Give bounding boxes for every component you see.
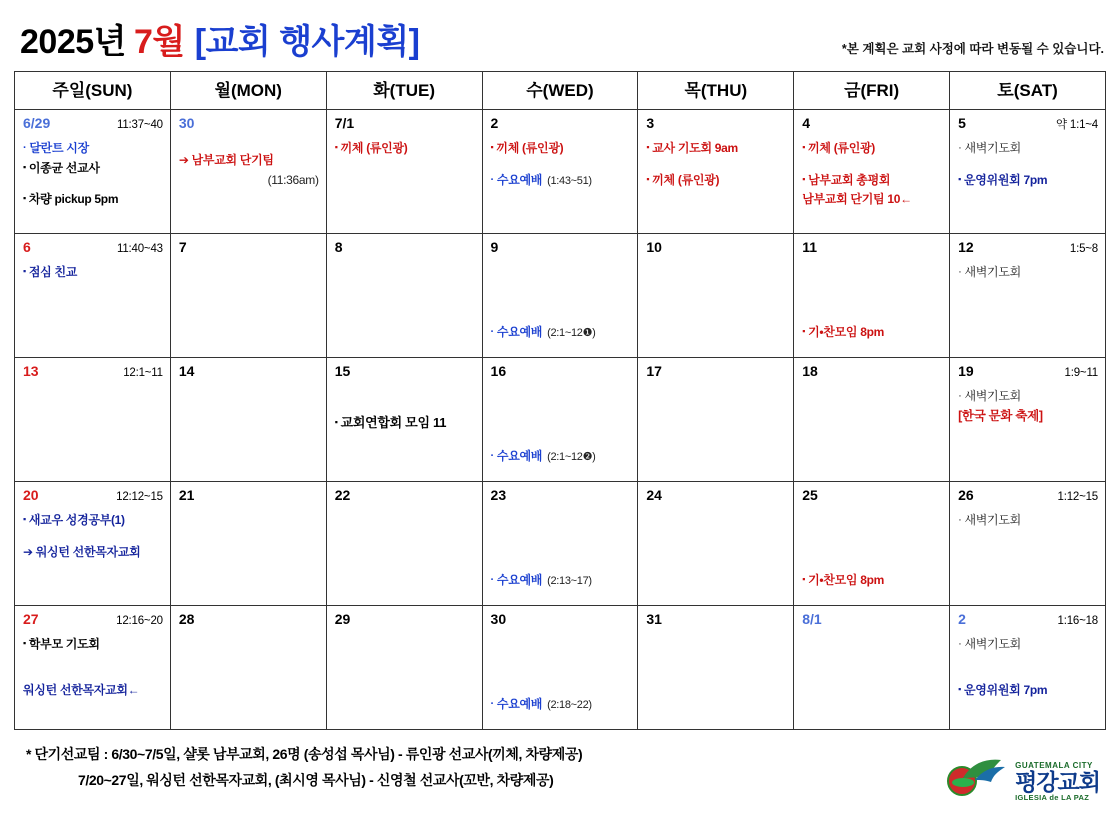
logo-main-text: 평강교회 bbox=[1015, 768, 1100, 795]
event-spacer bbox=[23, 178, 163, 190]
day-events bbox=[491, 387, 631, 466]
square-bullet-icon: ▪ bbox=[23, 266, 26, 276]
event-item[interactable] bbox=[958, 171, 1098, 190]
event-item[interactable] bbox=[23, 543, 163, 562]
event-spacer bbox=[958, 159, 1098, 171]
day-scripture: 11:37~40 bbox=[117, 119, 163, 131]
event-spacer bbox=[491, 159, 631, 171]
day-events bbox=[958, 387, 1098, 426]
calendar-day-cell[interactable] bbox=[170, 110, 326, 234]
event-item[interactable] bbox=[491, 695, 631, 714]
event-spacer bbox=[491, 511, 631, 571]
weekday-header-fri: 금(FRI) bbox=[794, 72, 950, 110]
day-number: 19 bbox=[958, 363, 974, 379]
day-header bbox=[335, 116, 475, 133]
footer-line-1: * 단기선교팀 : 6/30~7/5일, 샬롯 남부교회, 26명 (송성섭 목사님) - 류인광 선교사(끼체, 차량제공) bbox=[26, 746, 583, 762]
calendar-day-cell[interactable] bbox=[482, 110, 638, 234]
day-number: 30 bbox=[178, 115, 195, 131]
calendar-day-cell[interactable] bbox=[794, 482, 950, 606]
event-item[interactable] bbox=[958, 139, 1098, 158]
day-header bbox=[335, 612, 475, 629]
dot-bullet-icon: · bbox=[958, 514, 962, 526]
calendar-week-row bbox=[15, 358, 1106, 482]
event-label: 새벽기도회 bbox=[964, 265, 1021, 279]
calendar-body bbox=[15, 110, 1106, 730]
event-spacer bbox=[958, 655, 1098, 681]
event-label: 새벽기도회 bbox=[964, 513, 1021, 527]
day-scripture: 11:40~43 bbox=[117, 243, 163, 255]
calendar-day-cell[interactable] bbox=[170, 482, 326, 606]
calendar-day-cell[interactable] bbox=[326, 234, 482, 358]
event-item[interactable] bbox=[958, 681, 1098, 700]
day-header bbox=[958, 364, 1098, 381]
day-number: 8/1 bbox=[802, 611, 822, 627]
calendar-day-cell[interactable] bbox=[638, 110, 794, 234]
page-header bbox=[14, 10, 1106, 71]
event-label: 새벽기도회 bbox=[964, 389, 1021, 403]
day-number: 13 bbox=[23, 363, 39, 379]
event-label: 기•찬모임 8pm bbox=[808, 573, 884, 587]
day-events bbox=[802, 263, 942, 342]
arrow-icon: ➔ bbox=[178, 153, 189, 167]
calendar-day-cell[interactable] bbox=[326, 606, 482, 730]
event-label: 끼체 (류인광) bbox=[808, 141, 875, 155]
day-number: 28 bbox=[178, 611, 195, 627]
dot-bullet-icon: · bbox=[490, 698, 494, 710]
event-label: 남부교회 단기팀 bbox=[191, 153, 274, 167]
event-spacer bbox=[335, 387, 475, 413]
day-number: 18 bbox=[802, 363, 818, 379]
calendar-day-cell[interactable] bbox=[482, 482, 638, 606]
day-events bbox=[958, 635, 1098, 699]
event-item[interactable] bbox=[335, 413, 475, 433]
calendar-day-cell[interactable] bbox=[482, 606, 638, 730]
event-item[interactable] bbox=[646, 171, 786, 190]
day-scripture: 12:16~20 bbox=[116, 615, 163, 627]
event-label: 수요예배 bbox=[496, 697, 543, 711]
square-bullet-icon: ▪ bbox=[958, 173, 961, 184]
event-label: [한국 문화 축제] bbox=[958, 408, 1043, 423]
event-spacer bbox=[491, 387, 631, 447]
day-number: 8 bbox=[334, 239, 343, 255]
day-header bbox=[23, 364, 163, 381]
calendar-day-cell[interactable] bbox=[794, 234, 950, 358]
dot-bullet-icon: · bbox=[958, 142, 962, 154]
calendar-day-cell[interactable] bbox=[482, 358, 638, 482]
event-item[interactable] bbox=[958, 407, 1098, 426]
dot-bullet-icon: · bbox=[490, 173, 494, 186]
day-events bbox=[335, 139, 475, 158]
calendar-day-cell[interactable] bbox=[326, 110, 482, 234]
day-header bbox=[491, 612, 631, 629]
event-label: 수요예배 bbox=[496, 172, 543, 187]
dot-bullet-icon: · bbox=[958, 638, 962, 650]
day-events bbox=[802, 511, 942, 590]
event-item[interactable] bbox=[802, 571, 942, 590]
day-number: 21 bbox=[178, 487, 195, 503]
square-bullet-icon: ▪ bbox=[334, 417, 338, 427]
square-bullet-icon: ▪ bbox=[23, 638, 26, 648]
day-number: 7/1 bbox=[334, 115, 355, 131]
day-number: 24 bbox=[646, 487, 662, 503]
calendar-week-row bbox=[15, 234, 1106, 358]
event-label: 운영위원회 7pm bbox=[963, 682, 1048, 697]
title-year: 2025년 bbox=[20, 23, 126, 61]
event-suffix: (2:13~17) bbox=[547, 575, 592, 587]
footer-line-2: 7/20~27일, 워싱턴 선한목자교회, (최시영 목사님) - 신영철 선교사(꼬반, 차량제공) bbox=[78, 771, 554, 788]
event-item[interactable] bbox=[23, 190, 163, 209]
event-spacer bbox=[179, 139, 319, 151]
event-item[interactable] bbox=[335, 139, 475, 158]
event-label: 끼체 (류인광) bbox=[340, 141, 408, 155]
calendar-day-cell[interactable] bbox=[170, 606, 326, 730]
day-events bbox=[491, 635, 631, 714]
event-label: 끼체 (류인광) bbox=[652, 172, 720, 187]
day-events bbox=[23, 511, 163, 561]
day-header bbox=[23, 488, 163, 505]
event-item[interactable] bbox=[23, 263, 163, 282]
event-label: 이종균 선교사 bbox=[28, 160, 100, 175]
event-label: 끼체 (류인광) bbox=[496, 141, 564, 155]
day-number: 12 bbox=[958, 239, 974, 255]
day-scripture: 약 1:1~4 bbox=[1055, 119, 1098, 131]
square-bullet-icon: ▪ bbox=[334, 142, 338, 152]
day-events bbox=[491, 511, 631, 590]
logo-sub-text: IGLESIA de LA PAZ bbox=[1015, 793, 1090, 803]
arrow-icon: ➔ bbox=[23, 544, 33, 559]
square-bullet-icon: ▪ bbox=[802, 326, 806, 336]
calendar-day-cell[interactable] bbox=[638, 234, 794, 358]
square-bullet-icon: ▪ bbox=[802, 142, 806, 152]
event-item[interactable] bbox=[491, 571, 631, 590]
event-label: 기•찬모임 8pm bbox=[808, 325, 884, 339]
weekday-header-wed: 수(WED) bbox=[482, 72, 638, 110]
day-number: 29 bbox=[334, 611, 351, 627]
event-item[interactable] bbox=[23, 159, 163, 178]
day-events bbox=[958, 263, 1098, 282]
event-item[interactable] bbox=[802, 171, 942, 190]
event-item[interactable] bbox=[491, 447, 631, 466]
day-events bbox=[179, 139, 319, 189]
calendar-day-cell[interactable] bbox=[950, 234, 1106, 358]
dot-bullet-icon: · bbox=[23, 142, 27, 154]
square-bullet-icon: ▪ bbox=[646, 142, 650, 152]
event-label: 남부교회 총평회 bbox=[808, 172, 891, 187]
day-header bbox=[802, 116, 942, 133]
dot-bullet-icon: · bbox=[958, 266, 962, 278]
calendar-week-row bbox=[15, 482, 1106, 606]
square-bullet-icon: ▪ bbox=[646, 173, 650, 184]
day-number: 2 bbox=[958, 611, 966, 627]
day-header bbox=[179, 364, 319, 381]
day-scripture: 1:5~8 bbox=[1069, 243, 1098, 255]
event-label: 새벽기도회 bbox=[964, 141, 1021, 155]
event-suffix: (1:43~51) bbox=[547, 174, 592, 187]
calendar-day-cell[interactable] bbox=[638, 606, 794, 730]
day-events bbox=[491, 263, 631, 342]
day-header bbox=[179, 116, 319, 133]
event-label: 교사 기도회 9am bbox=[652, 141, 738, 155]
day-events bbox=[958, 139, 1098, 189]
event-item[interactable] bbox=[491, 323, 631, 342]
dot-bullet-icon: · bbox=[490, 450, 494, 462]
day-header bbox=[491, 488, 631, 505]
day-scripture: 12:12~15 bbox=[116, 491, 163, 503]
day-header bbox=[179, 488, 319, 505]
logo-top-text: GUATEMALA CITY bbox=[1015, 760, 1093, 770]
event-item[interactable] bbox=[491, 171, 631, 190]
dot-bullet-icon: · bbox=[958, 390, 962, 402]
day-header bbox=[179, 240, 319, 257]
day-number: 26 bbox=[958, 487, 974, 503]
calendar-day-cell[interactable] bbox=[638, 482, 794, 606]
day-events bbox=[491, 139, 631, 190]
day-events bbox=[23, 635, 163, 699]
logo-text bbox=[1015, 762, 1100, 802]
calendar-day-cell[interactable] bbox=[638, 358, 794, 482]
event-item[interactable] bbox=[958, 387, 1098, 406]
day-header bbox=[802, 240, 942, 257]
header-notice: *본 계획은 교회 사정에 따라 변동될 수 있습니다. bbox=[841, 42, 1104, 56]
event-item[interactable] bbox=[23, 681, 163, 700]
event-label: 수요예배 bbox=[496, 325, 543, 339]
day-number: 16 bbox=[490, 363, 507, 379]
day-header bbox=[335, 488, 475, 505]
event-item[interactable] bbox=[958, 511, 1098, 530]
square-bullet-icon: ▪ bbox=[23, 514, 26, 524]
day-number: 14 bbox=[178, 363, 195, 379]
day-number: 30 bbox=[490, 611, 507, 627]
event-label: 점심 친교 bbox=[28, 265, 78, 279]
event-label: 수요예배 bbox=[496, 573, 543, 587]
event-spacer bbox=[23, 655, 163, 681]
event-label: 차량 pickup 5pm bbox=[28, 192, 119, 207]
calendar-header-row bbox=[15, 72, 1106, 110]
day-header bbox=[491, 116, 631, 133]
event-label: 달란트 시장 bbox=[29, 141, 89, 155]
event-item[interactable] bbox=[23, 635, 163, 654]
event-label: (11:36am) bbox=[267, 172, 319, 187]
event-spacer bbox=[491, 635, 631, 695]
day-header bbox=[335, 364, 475, 381]
day-header bbox=[23, 116, 163, 133]
footer-notes bbox=[14, 742, 1106, 803]
event-label: 새교우 성경공부(1) bbox=[28, 513, 125, 527]
dot-bullet-icon: · bbox=[490, 574, 494, 586]
calendar-day-cell[interactable] bbox=[15, 606, 171, 730]
event-label: 운영위원회 7pm bbox=[963, 172, 1048, 187]
day-header bbox=[646, 364, 786, 381]
day-number: 10 bbox=[646, 239, 662, 255]
day-number: 27 bbox=[23, 611, 39, 627]
calendar-day-cell[interactable] bbox=[794, 358, 950, 482]
calendar-day-cell[interactable] bbox=[794, 606, 950, 730]
day-events bbox=[802, 139, 942, 209]
day-events bbox=[646, 139, 786, 189]
calendar-day-cell[interactable] bbox=[326, 358, 482, 482]
day-number: 6/29 bbox=[23, 115, 51, 131]
weekday-header-mon: 월(MON) bbox=[170, 72, 326, 110]
event-suffix: (2:18~22) bbox=[547, 699, 592, 711]
event-item[interactable] bbox=[646, 139, 786, 158]
event-item[interactable] bbox=[802, 139, 942, 158]
event-label: 교회연합회 모임 11 bbox=[340, 415, 447, 430]
event-item[interactable] bbox=[179, 171, 319, 190]
square-bullet-icon: ▪ bbox=[802, 574, 806, 584]
day-number: 15 bbox=[334, 363, 351, 379]
calendar-day-cell[interactable] bbox=[15, 358, 171, 482]
calendar-day-cell[interactable] bbox=[950, 482, 1106, 606]
event-label: 수요예배 bbox=[496, 449, 543, 463]
event-spacer bbox=[802, 159, 942, 171]
day-header bbox=[958, 116, 1098, 133]
day-header bbox=[23, 240, 163, 257]
event-item[interactable] bbox=[802, 190, 942, 209]
day-header bbox=[646, 488, 786, 505]
square-bullet-icon: ▪ bbox=[802, 173, 806, 184]
calendar-week-row bbox=[15, 606, 1106, 730]
day-number: 5 bbox=[958, 115, 966, 131]
calendar-week-row bbox=[15, 110, 1106, 234]
square-bullet-icon: ▪ bbox=[23, 193, 26, 204]
event-label: 학부모 기도회 bbox=[28, 637, 100, 651]
calendar-day-cell[interactable] bbox=[15, 110, 171, 234]
day-header bbox=[802, 488, 942, 505]
day-number: 17 bbox=[646, 363, 662, 379]
event-suffix: (2:1~12❶) bbox=[547, 327, 596, 339]
event-item[interactable] bbox=[958, 635, 1098, 654]
event-item[interactable] bbox=[958, 263, 1098, 282]
event-label: 워싱턴 선한목자교회← bbox=[23, 682, 140, 697]
day-number: 25 bbox=[802, 487, 818, 503]
event-label: 워싱턴 선한목자교회 bbox=[35, 544, 141, 559]
calendar-day-cell[interactable] bbox=[950, 110, 1106, 234]
event-spacer bbox=[646, 159, 786, 171]
day-scripture: 1:9~11 bbox=[1064, 367, 1098, 379]
event-spacer bbox=[802, 511, 942, 571]
day-number: 23 bbox=[490, 487, 507, 503]
weekday-header-thu: 목(THU) bbox=[638, 72, 794, 110]
day-header bbox=[646, 116, 786, 133]
square-bullet-icon: ▪ bbox=[958, 683, 961, 694]
day-header bbox=[491, 240, 631, 257]
event-suffix: (2:1~12❷) bbox=[547, 451, 596, 463]
day-number: 31 bbox=[646, 611, 662, 627]
square-bullet-icon: ▪ bbox=[490, 142, 494, 152]
day-scripture: 12:1~11 bbox=[123, 367, 163, 379]
day-scripture: 1:16~18 bbox=[1057, 615, 1098, 627]
dove-icon bbox=[961, 758, 1007, 788]
day-events bbox=[23, 139, 163, 209]
day-number: 7 bbox=[178, 239, 187, 255]
calendar-day-cell[interactable] bbox=[170, 234, 326, 358]
day-number: 20 bbox=[23, 487, 39, 503]
day-header bbox=[802, 612, 942, 629]
calendar-day-cell[interactable] bbox=[15, 234, 171, 358]
calendar-day-cell[interactable] bbox=[326, 482, 482, 606]
day-number: 11 bbox=[802, 239, 818, 255]
calendar-day-cell[interactable] bbox=[950, 606, 1106, 730]
day-header bbox=[179, 612, 319, 629]
weekday-header-tue: 화(TUE) bbox=[326, 72, 482, 110]
square-bullet-icon: ▪ bbox=[23, 161, 26, 172]
day-number: 6 bbox=[23, 239, 31, 255]
calendar-day-cell[interactable] bbox=[482, 234, 638, 358]
event-spacer bbox=[23, 531, 163, 543]
calendar-day-cell[interactable] bbox=[950, 358, 1106, 482]
event-spacer bbox=[802, 263, 942, 323]
day-header bbox=[646, 612, 786, 629]
page-title bbox=[20, 14, 419, 63]
church-logo bbox=[947, 760, 1100, 804]
day-events bbox=[958, 511, 1098, 530]
day-header bbox=[802, 364, 942, 381]
day-header bbox=[958, 612, 1098, 629]
event-item[interactable] bbox=[802, 323, 942, 342]
event-item[interactable] bbox=[23, 511, 163, 530]
day-number: 3 bbox=[646, 115, 655, 131]
event-spacer bbox=[491, 263, 631, 323]
day-header bbox=[335, 240, 475, 257]
title-month: 7월 bbox=[133, 23, 185, 61]
title-subject: [교회 행사계획] bbox=[194, 23, 420, 61]
day-events bbox=[23, 263, 163, 282]
day-number: 4 bbox=[802, 115, 811, 131]
calendar-day-cell[interactable] bbox=[170, 358, 326, 482]
event-label: 남부교회 단기팀 10← bbox=[802, 192, 912, 207]
event-item[interactable] bbox=[179, 151, 319, 170]
weekday-header-sat: 토(SAT) bbox=[950, 72, 1106, 110]
dot-bullet-icon: · bbox=[490, 326, 494, 338]
event-item[interactable] bbox=[23, 139, 163, 158]
day-header bbox=[958, 240, 1098, 257]
day-header bbox=[958, 488, 1098, 505]
logo-mark-icon bbox=[947, 760, 1009, 804]
event-label: 새벽기도회 bbox=[964, 637, 1021, 651]
day-events bbox=[335, 387, 475, 433]
event-item[interactable] bbox=[491, 139, 631, 158]
calendar-day-cell[interactable] bbox=[794, 110, 950, 234]
weekday-header-sun: 주일(SUN) bbox=[15, 72, 171, 110]
calendar-day-cell[interactable] bbox=[15, 482, 171, 606]
day-scripture: 1:12~15 bbox=[1057, 491, 1098, 503]
day-number: 2 bbox=[490, 115, 499, 131]
day-header bbox=[23, 612, 163, 629]
day-number: 22 bbox=[334, 487, 351, 503]
calendar-table bbox=[14, 71, 1106, 730]
day-header bbox=[646, 240, 786, 257]
day-header bbox=[491, 364, 631, 381]
day-number: 9 bbox=[490, 239, 499, 255]
